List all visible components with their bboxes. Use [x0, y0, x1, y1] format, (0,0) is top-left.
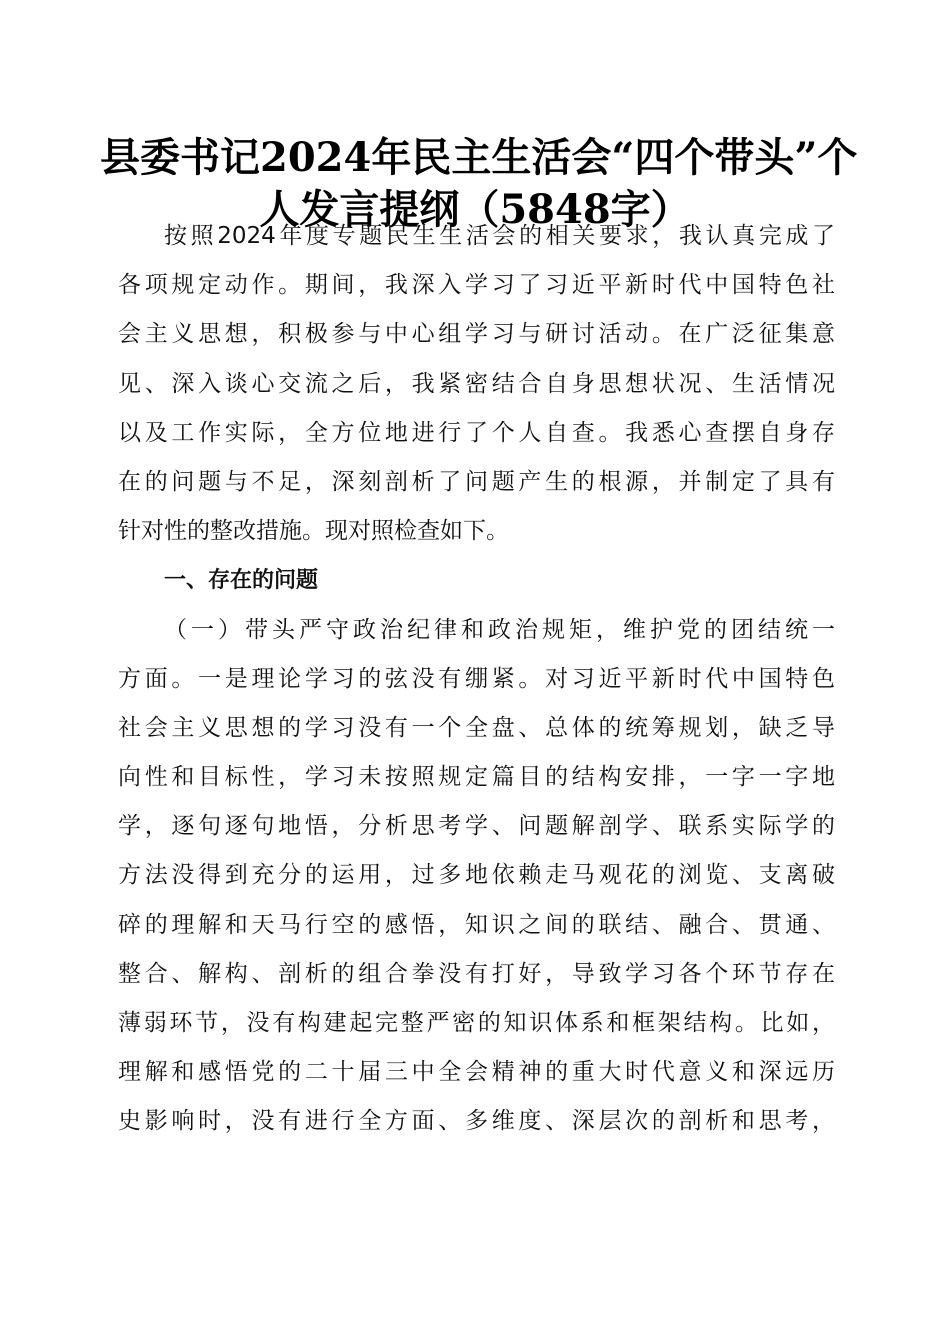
intro-line: 各项规定动作。期间，我深入学习了习近平新时代中国特色社: [118, 272, 835, 299]
intro-line: 以及工作实际，全方位地进行了个人自查。我悉心查摆自身存: [118, 419, 835, 446]
document-body: [118, 212, 835, 1147]
section-line: 碎的理解和天马行空的感悟，知识之间的联结、融合、贯通、: [118, 911, 835, 938]
intro-line: 在的问题与不足，深刻剖析了问题产生的根源，并制定了具有: [118, 468, 835, 495]
intro-line: 会主义思想，积极参与中心组学习与研讨活动。在广泛征集意: [118, 321, 835, 348]
title-line-1: 县委书记2024年民主生活会“四个带头”个: [100, 134, 858, 181]
section-line: 方面。一是理论学习的弦没有绷紧。对习近平新时代中国特色: [118, 665, 835, 692]
section-line: 史影响时，没有进行全方面、多维度、深层次的剖析和思考，: [118, 1108, 835, 1135]
section-line: 方法没得到充分的运用，过多地依赖走马观花的浏览、支离破: [118, 862, 835, 889]
section-line: 理解和感悟党的二十届三中全会精神的重大时代意义和深远历: [118, 1059, 835, 1086]
section-heading: 一、存在的问题: [164, 568, 319, 594]
intro-line: 见、深入谈心交流之后，我紧密结合自身思想状况、生活情况: [118, 370, 835, 397]
section-line: 整合、解构、剖析的组合拳没有打好，导致学习各个环节存在: [118, 960, 835, 987]
intro-line: 针对性的整改措施。现对照检查如下。: [118, 518, 509, 545]
section-line: 学，逐句逐句地悟，分析思考学、问题解剖学、联系实际学的: [118, 813, 835, 840]
intro-line: 按照2024年度专题民生生活会的相关要求，我认真完成了: [164, 223, 835, 249]
section-line: （一）带头严守政治纪律和政治规矩，维护党的团结统一: [164, 616, 835, 643]
section-line: 社会主义思想的学习没有一个全盘、总体的统筹规划，缺乏导: [118, 714, 835, 741]
title-line-2: 人发言提纲（5848字）: [259, 186, 691, 233]
section-line: 向性和目标性，学习未按照规定篇目的结构安排，一字一字地: [118, 764, 835, 791]
section-line: 薄弱环节，没有构建起完整严密的知识体系和框架结构。比如，: [118, 1010, 835, 1036]
